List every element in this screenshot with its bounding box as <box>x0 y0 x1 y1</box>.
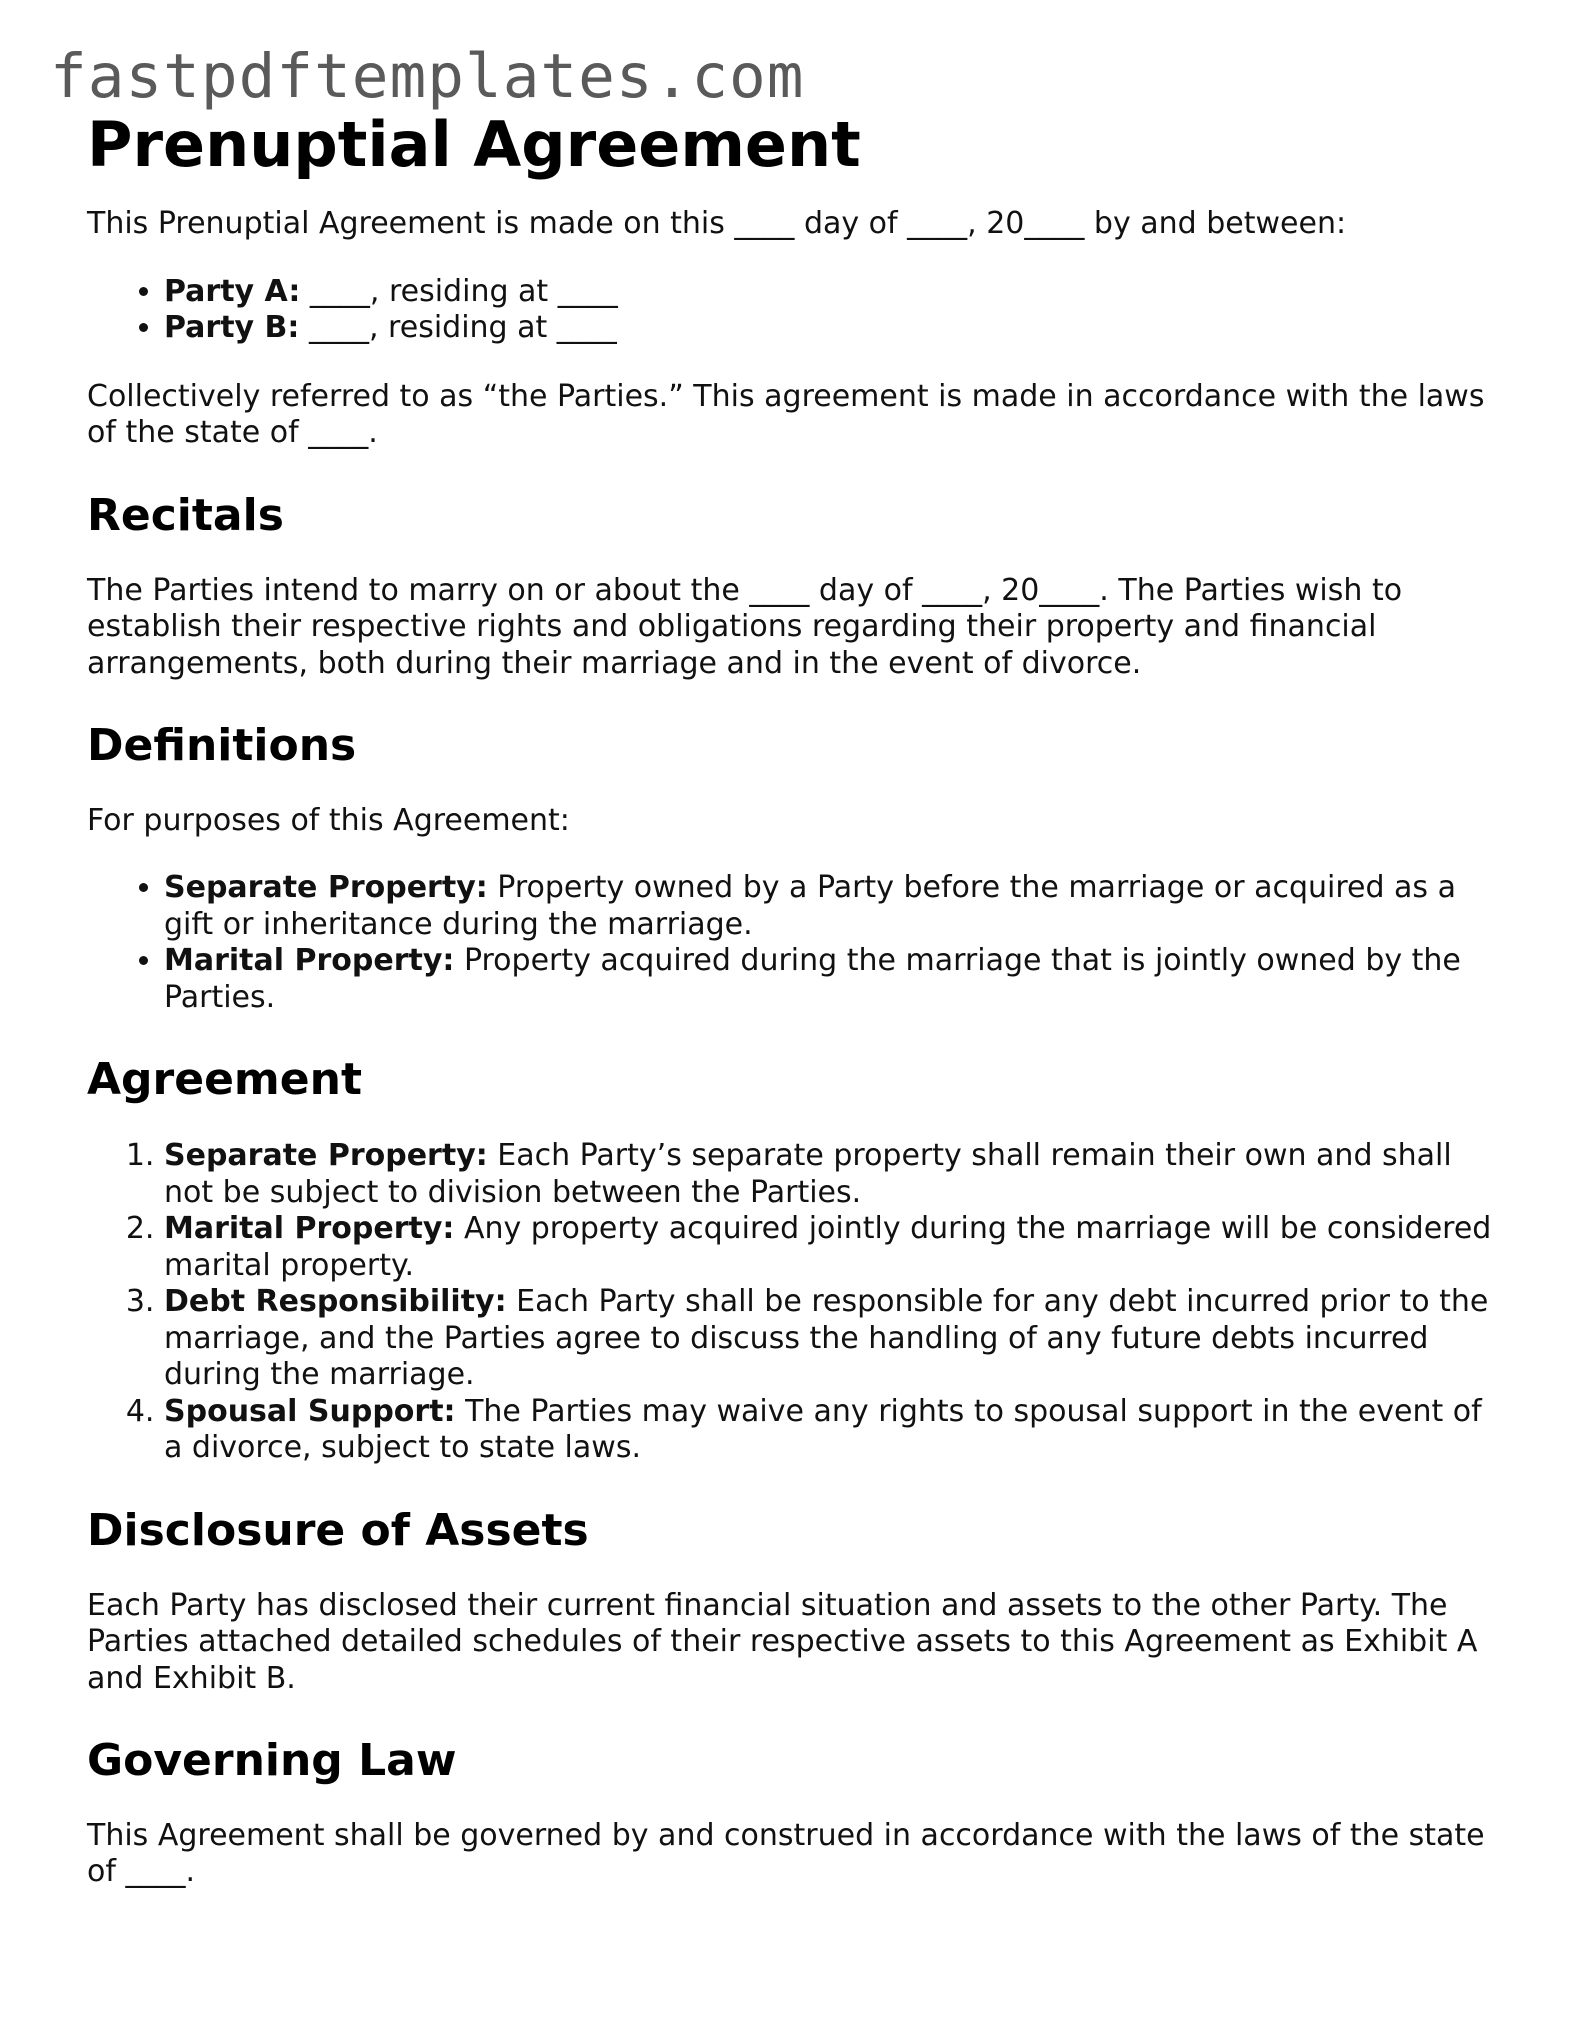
definition-term: Separate Property: <box>164 870 488 906</box>
definition-term: Marital Property: <box>164 943 455 979</box>
party-b-text: ____, residing at ____ <box>308 310 617 346</box>
document-title: Prenuptial Agreement <box>87 108 861 181</box>
list-item <box>164 1138 1507 1211</box>
agreement-term: Spousal Support: <box>164 1393 456 1429</box>
agreement-text: Each Party shall be responsible for any debt incurred prior to the marriage, and the Parties agree to discuss the handling of any future debts incurred during the marriage. <box>164 1284 1489 1393</box>
agreement-text: Any property acquired jointly during the marriage will be considered marital property. <box>164 1211 1492 1283</box>
definition-text: Property acquired during the marriage that is jointly owned by the Parties. <box>164 943 1461 1015</box>
definitions-list <box>87 870 1507 1016</box>
definition-text: Property owned by a Party before the marriage or acquired as a gift or inheritance during the marriage. <box>164 870 1456 942</box>
list-item <box>164 274 1507 311</box>
agreement-term: Debt Responsibility: <box>164 1284 507 1320</box>
list-item <box>164 870 1507 943</box>
recitals-heading: Recitals <box>87 489 284 541</box>
recitals-paragraph: The Parties intend to marry on or about the ____ day of ____, 20____. The Parties wish to establish their respective rights and obligations regarding their property and financial arrangements, both during their marriage and in the event of divorce. <box>87 572 1403 681</box>
collective-paragraph: Collectively referred to as “the Parties.” This agreement is made in accordance with the laws of the state of ____. <box>87 378 1485 451</box>
agreement-text: The Parties may waive any rights to spousal support in the event of a divorce, subject to state laws. <box>164 1393 1482 1466</box>
disclosure-paragraph: Each Party has disclosed their current financial situation and assets to the other Party. The Parties attached detailed schedules of their respective assets to this Agreement as Exhibit A and Exhibit B. <box>87 1587 1478 1696</box>
document-page <box>87 108 1507 1891</box>
disclosure-heading: Disclosure of Assets <box>87 1504 589 1556</box>
list-item <box>164 943 1507 1016</box>
parties-list <box>87 274 1507 347</box>
party-a-label: Party A: <box>164 273 301 309</box>
list-item <box>164 310 1507 347</box>
list-item <box>164 1211 1507 1284</box>
list-item <box>164 1284 1507 1394</box>
agreement-text: Each Party’s separate property shall remain their own and shall not be subject to division between the Parties. <box>164 1138 1452 1210</box>
agreement-term: Separate Property: <box>164 1138 488 1174</box>
intro-paragraph: This Prenuptial Agreement is made on this ____ day of ____, 20____ by and between: <box>87 206 1347 242</box>
governing-law-paragraph: This Agreement shall be governed by and construed in accordance with the laws of the state of ____. <box>87 1817 1485 1890</box>
governing-law-heading: Governing Law <box>87 1735 457 1787</box>
watermark: fastpdftemplates.com <box>50 41 805 112</box>
party-a-text: ____, residing at ____ <box>309 273 618 309</box>
definitions-intro: For purposes of this Agreement: <box>87 802 570 838</box>
party-b-label: Party B: <box>164 310 300 346</box>
list-item <box>164 1394 1507 1467</box>
definitions-heading: Definitions <box>87 720 357 772</box>
agreement-list <box>87 1138 1507 1467</box>
agreement-term: Marital Property: <box>164 1211 455 1247</box>
agreement-heading: Agreement <box>87 1054 362 1106</box>
